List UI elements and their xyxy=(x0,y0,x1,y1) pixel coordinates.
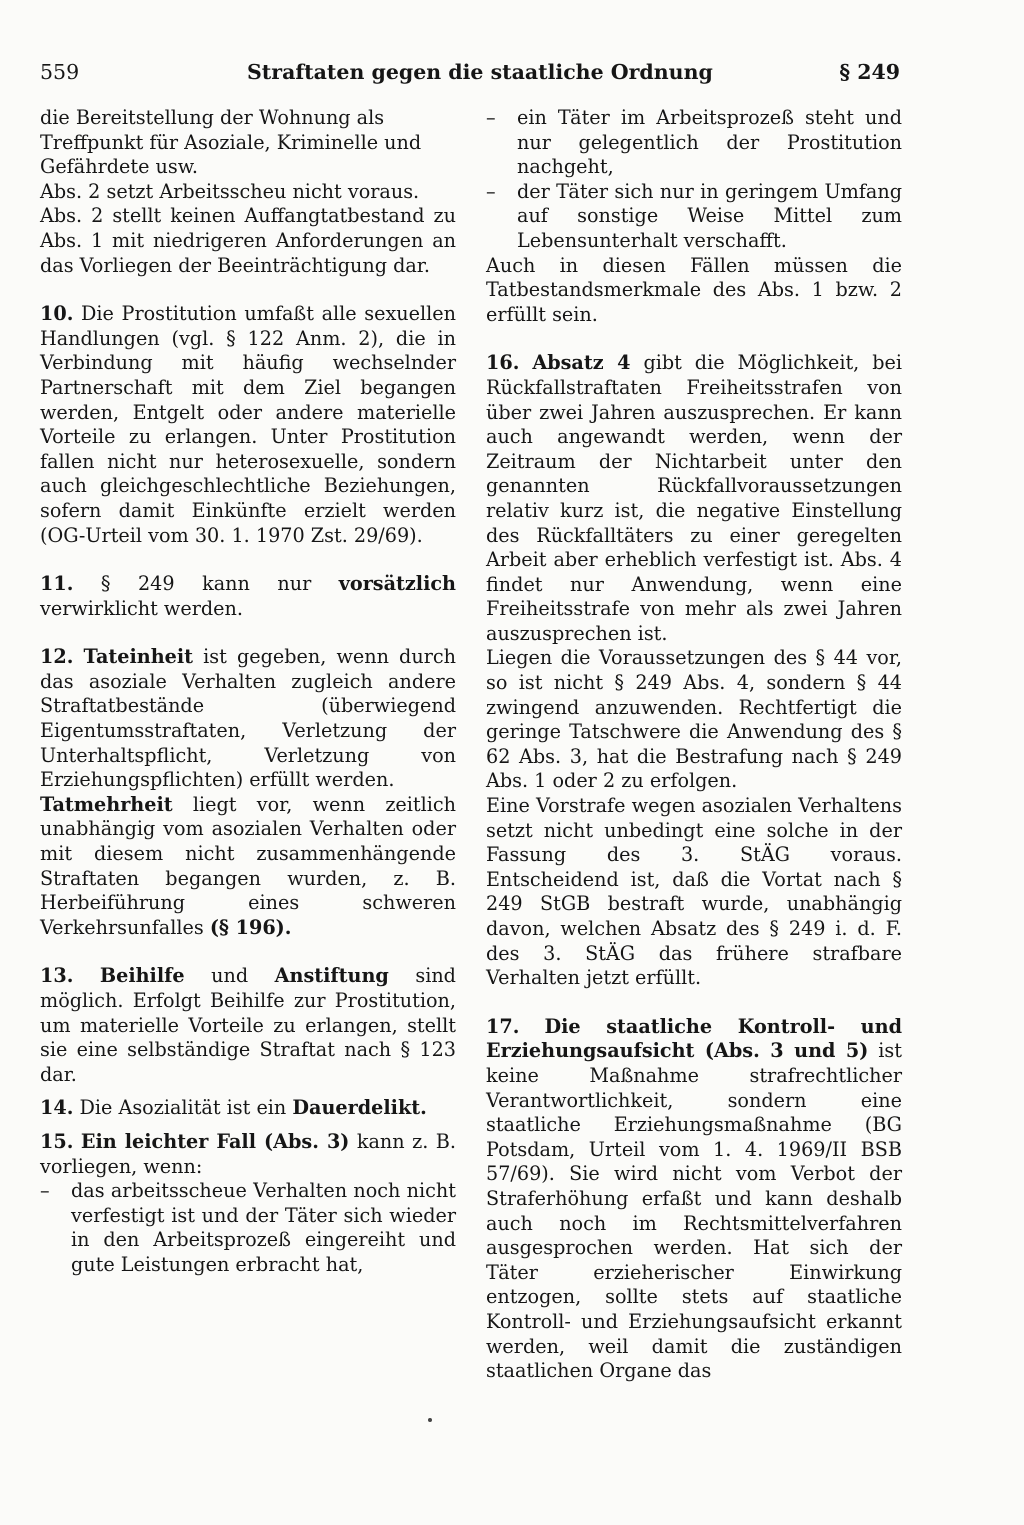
note-text: sind möglich. Erfolgt Beihilfe zur Prostitution, um materielle Vorteile zu erlangen, stellt sie eine selbständige Straftat nach § 123 dar. xyxy=(40,964,456,1086)
note-14 xyxy=(40,1096,456,1121)
note-emphasis: Tateinheit xyxy=(83,645,194,669)
note-number: 15. xyxy=(40,1129,74,1153)
note-text: Die Prostitution umfaßt alle sexuellen Handlungen (vgl. § 122 Anm. 2), die in Verbindung mit häufig wechselnder Partnerschaft mit dem Ziel begangen werden, Entgelt oder andere materielle Vorteile zu erlangen. Unter Prostitution fallen nicht nur heterosexuelle, sondern auch gleichgeschlechtliche Beziehungen, sofern damit Einkünfte erzielt werden (OG-Urteil vom 30. 1. 1970 Zst. 29/69). xyxy=(40,302,456,547)
note-10 xyxy=(40,302,456,548)
note-text: gibt die Möglichkeit, bei Rückfallstraftaten Freiheitsstrafen von über zwei Jahren auszusprechen. Er kann auch angewandt werden, wenn der Zeitraum der Nichtarbeit unter den genannten Rückfallvoraussetzungen relativ kurz ist, die negative Einstellung des Rückfalltäters zu einer geregelten Arbeit aber erheblich verfestigt ist. Abs. 4 findet nur Anwendung, wenn eine Freiheitsstrafe von mehr als zwei Jahren auszusprechen ist. xyxy=(486,351,902,645)
note-emphasis: Anstiftung xyxy=(274,964,389,988)
note-12 xyxy=(40,645,456,793)
note-emphasis: Die staatliche Kontroll- und Erziehungsaufsicht (Abs. 3 und 5) xyxy=(486,1014,902,1063)
note-11 xyxy=(40,572,456,621)
note-number: 11. xyxy=(40,572,74,596)
dash-marker: – xyxy=(40,1179,50,1203)
note-13 xyxy=(40,964,456,1087)
note-16-paragraph-3: Eine Vorstrafe wegen asozialen Verhaltens setzt nicht unbedingt eine solche in der Fassung des 3. StÄG voraus. Entscheidend ist, daß die Vortat nach § 249 StGB bestraft wurde, unabhängig davon, welchen Absatz des § 249 i. d. F. des 3. StÄG das frühere strafbare Verhalten jetzt erfüllt. xyxy=(486,794,902,990)
note-text: ist gegeben, wenn durch das asoziale Verhalten zugleich andere Straftatbestände (überwiegend Eigentumsstraftaten, Verletzung der Unterhaltspflicht, Verletzung von Erziehungspflichten) erfüllt werden. xyxy=(40,645,456,792)
note-16 xyxy=(486,351,902,646)
note-emphasis: Ein leichter Fall (Abs. 3) xyxy=(80,1129,350,1153)
abs2-note-a: Abs. 2 setzt Arbeitsscheu nicht voraus. xyxy=(40,179,420,203)
print-speck xyxy=(428,1418,432,1422)
note-emphasis: vorsätzlich xyxy=(338,572,457,596)
dash-marker: – xyxy=(486,106,496,129)
list-item-text: der Täter sich nur in geringem Umfang auf sonstige Weise Mittel zum Lebensunterhalt verschafft. xyxy=(517,179,902,252)
page-number: 559 xyxy=(40,60,80,84)
list-item-text: das arbeitsscheue Verhalten noch nicht verfestigt ist und der Täter sich wieder in den Arbeitsprozeß eingereiht und gute Leistungen erbracht hat, xyxy=(71,1179,456,1276)
note-text: Die Asozialität ist ein xyxy=(79,1096,287,1120)
note-number: 10. xyxy=(40,302,74,326)
note-text: kann z. B. vorliegen, wenn: xyxy=(40,1129,456,1178)
note-emphasis: (§ 196). xyxy=(209,915,292,939)
note-number: 14. xyxy=(40,1096,74,1120)
note-16-paragraph-2: Liegen die Voraussetzungen des § 44 vor, so ist nicht § 249 Abs. 4, sondern § 44 zwingend anzuwenden. Rechtfertigt die geringe Tatschwere die Anwendung des § 62 Abs. 3, hat die Bestrafung nach § 249 Abs. 1 oder 2 zu erfolgen. xyxy=(486,646,902,793)
note-15-conclusion: Auch in diesen Fällen müssen die Tatbestandsmerkmale des Abs. 1 bzw. 2 erfüllt sein. xyxy=(486,253,902,326)
list-item xyxy=(486,180,902,254)
note-emphasis: Tatmehrheit xyxy=(40,792,173,816)
note-emphasis: Beihilfe xyxy=(99,964,185,988)
note-number: 13. xyxy=(40,964,74,988)
note-text: ist keine Maßnahme strafrechtlicher Verantwortlichkeit, sondern eine staatliche Erziehungsmaßnahme (BG Potsdam, Urteil vom 1. 4. 1969/II BSB 57/69). Sie wird nicht vom Verbot der Straferhöhung erfaßt und kann deshalb auch noch im Rechtsmittelverfahren ausgesprochen werden. Hat sich der Täter erzieherischer Einwirkung entzogen, sollte stets auf staatliche Kontroll- und Erziehungsaufsicht erkannt werden, weil damit die zuständigen staatlichen Organe das xyxy=(486,1039,902,1383)
left-column xyxy=(40,106,456,1278)
note-15 xyxy=(40,1130,456,1179)
note-number: 12. xyxy=(40,645,74,669)
note-number: 17. xyxy=(486,1014,520,1038)
note-text: und xyxy=(211,964,249,988)
note-text: liegt vor, wenn zeitlich unabhängig vom asozialen Verhalten oder mit diesem nicht zusammenhängende Straftaten begangen wurden, z. B. Herbeiführung eines schweren Verkehrsunfalles xyxy=(40,792,457,939)
note-emphasis: Absatz 4 xyxy=(532,351,631,375)
list-item xyxy=(486,106,902,180)
running-header xyxy=(40,56,900,90)
dash-marker: – xyxy=(486,179,496,203)
note-17 xyxy=(486,1015,902,1384)
section-reference: § 249 xyxy=(839,60,900,84)
abs2-note-b: Abs. 2 stellt keinen Auffangtatbestand zu Abs. 1 mit niedrigeren Anforderungen an das Vorliegen der Beeinträchtigung dar. xyxy=(40,204,456,277)
intro-paragraph: die Bereitstellung der Wohnung als Treffpunkt für Asoziale, Kriminelle und Gefährdete usw. xyxy=(40,106,422,179)
note-text: verwirklicht werden. xyxy=(40,596,243,620)
note-emphasis: Dauerdelikt. xyxy=(292,1096,427,1120)
note-number: 16. xyxy=(486,351,520,375)
running-title: Straftaten gegen die staatliche Ordnung xyxy=(247,60,713,84)
note-text: § 249 kann nur xyxy=(100,572,312,596)
right-column xyxy=(486,106,902,1384)
list-item xyxy=(40,1179,456,1277)
note-12-continued xyxy=(40,793,456,941)
list-item-text: ein Täter im Arbeitsprozeß steht und nur gelegentlich der Prostitution nachgeht, xyxy=(517,106,902,179)
